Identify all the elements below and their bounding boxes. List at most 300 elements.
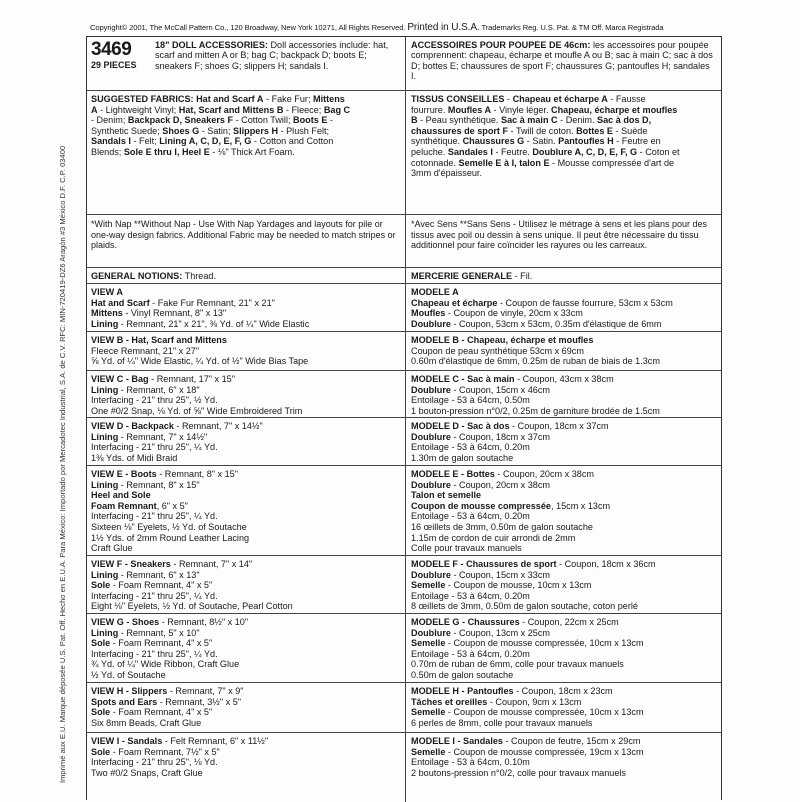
text-line	[411, 718, 717, 729]
text-segment: 0.60m d'élastique de 6mm, 0.25m de ruban de biais de 1.3cm	[411, 356, 660, 367]
text-segment: -	[504, 94, 513, 104]
text-segment: VIEW H - Slippers	[91, 686, 168, 696]
text-segment: VIEW B - Hat, Scarf and Mittens	[91, 335, 227, 345]
text-segment: Doublure	[411, 318, 451, 329]
text-segment: - Coupon, 15cm x 33cm	[450, 569, 550, 580]
view-b-row	[87, 331, 721, 371]
text-segment: - Coupon, 20cm x 38cm	[450, 479, 550, 490]
text-segment: Sole	[91, 580, 111, 591]
text-line	[91, 559, 401, 570]
view-e-en	[91, 469, 401, 554]
printed-in: Printed in U.S.A.	[407, 22, 480, 33]
notions-fr	[411, 271, 717, 282]
text-segment: - Feutre en	[613, 136, 661, 147]
pattern-description-en	[155, 40, 399, 71]
text-line	[411, 395, 717, 406]
text-segment: Synthetic Suede;	[91, 125, 163, 136]
text-line	[411, 617, 717, 628]
text-segment: Entoilage - 53 à 64cm, 0.10m	[411, 757, 530, 768]
text-segment: - Coupon, 20cm x 38cm	[494, 469, 594, 479]
text-segment: Pantoufles H	[558, 136, 614, 147]
text-line	[91, 406, 401, 417]
text-line	[91, 453, 401, 464]
view-b-en	[91, 335, 401, 367]
text-segment: Doublure	[411, 627, 451, 638]
text-segment: - Coupon de vinyle, 20cm x 33cm	[445, 308, 583, 319]
text-segment: TISSUS CONSEILLES	[411, 94, 505, 104]
text-segment: - Fake Fur;	[263, 94, 314, 104]
text-segment: Semelle	[411, 746, 446, 757]
view-c-row	[87, 370, 721, 418]
text-segment: - Foam Remnant, 4" x 5"	[110, 638, 213, 649]
view-g-fr	[411, 617, 717, 681]
pattern-title-en: 18" DOLL ACCESSORIES:	[155, 40, 268, 50]
text-segment: MODELE D - Sac à dos	[411, 421, 510, 431]
text-segment: - Suède	[613, 125, 648, 136]
text-line	[411, 406, 717, 417]
view-e-fr	[411, 469, 717, 554]
text-segment: chaussures de sport F	[411, 125, 509, 136]
text-line	[411, 570, 717, 581]
text-line	[411, 559, 717, 570]
text-line	[411, 697, 717, 708]
text-segment: Chapeau et écharpe	[411, 297, 498, 308]
text-segment: 3mm d'épaisseur.	[411, 168, 482, 179]
text-line	[91, 490, 401, 501]
text-segment: Sole	[91, 746, 111, 757]
text-segment: , 6" x 5"	[156, 500, 188, 511]
nap-en: *With Nap **Without Nap - Use With Nap Yardages and layouts for pile or one-way design fabrics. Additional Fabric may be needed to match stripes or plaids.	[91, 219, 396, 251]
view-a-en	[91, 287, 401, 329]
text-segment: Lining	[91, 318, 119, 329]
text-segment: - Vinyl Remnant, 8" x 13"	[122, 308, 227, 319]
text-segment: - Coupon de fausse fourrure, 53cm x 53cm	[497, 297, 673, 308]
text-line	[411, 319, 717, 330]
text-segment: - Foam Remnant, 4" x 5"	[110, 580, 213, 591]
notions-row	[87, 267, 721, 284]
text-line	[411, 147, 717, 158]
text-line	[411, 335, 717, 346]
text-line	[91, 469, 401, 480]
text-line	[91, 335, 401, 346]
text-line	[411, 469, 717, 480]
text-segment: Backpack D, Sneakers F	[127, 115, 234, 126]
text-segment: MODELE C - Sac à main	[411, 374, 515, 384]
text-line	[91, 686, 401, 697]
text-segment: Doublure	[411, 431, 451, 442]
view-i-row	[87, 732, 721, 802]
text-line	[91, 511, 401, 522]
text-segment: Semelle E à I, talon E	[458, 157, 550, 168]
text-segment: 16 œillets de 3mm, 0.50m de galon soutache	[411, 521, 593, 532]
view-c-fr	[411, 374, 717, 416]
text-segment: Chaussures G	[462, 136, 525, 147]
text-segment: Hat, Scarf and Mittens B	[178, 104, 284, 115]
text-line	[91, 747, 401, 758]
text-segment: MODELE E - Bottes	[411, 469, 495, 479]
text-segment: - Remnant, 6" x 18"	[118, 384, 200, 395]
view-b-fr	[411, 335, 717, 367]
nap-fr: *Avec Sens **Sans Sens - Utilisez le métrage à sens et les plans pour des tissus avec poil ou dessin à sens unique. Il peut être nécessaire du tissu additionnel pour faire coïncider les rayures ou les carreaux.	[411, 219, 707, 251]
text-line	[91, 442, 401, 453]
text-segment: Semelle	[411, 580, 446, 591]
text-line	[411, 707, 717, 718]
text-line	[411, 670, 717, 681]
text-segment: Lining	[91, 384, 119, 395]
text-segment: - Coton et	[637, 146, 680, 157]
text-segment: Mittens	[91, 308, 123, 319]
text-line	[91, 147, 401, 158]
text-segment: fourrure.	[411, 104, 448, 115]
text-segment: - Fake Fur Remnant, 21" x 21"	[149, 297, 275, 308]
text-segment: - Remnant, 8" x 15"	[118, 479, 200, 490]
text-line	[411, 533, 717, 544]
pattern-desc-en: Doll accessories include: hat, scarf and mitten A or B; bag C; backpack D; boots E; sneakers F; shoes G; slippers H; sandals I.	[155, 40, 389, 71]
text-segment: Interfacing - 21" thru 25", ⅛ Yd.	[91, 757, 218, 768]
text-segment: peluche.	[411, 146, 448, 157]
text-segment: 1 bouton-pression n°0/2, 0.25m de garniture brodée de 1.5cm	[411, 405, 660, 416]
text-line	[411, 385, 717, 396]
view-f-row	[87, 555, 721, 614]
text-segment: - Feutre.	[492, 146, 533, 157]
text-line	[411, 628, 717, 639]
side-legal-text: Imprimé aux E.U. Marque déposée U.S. Pat. Off. Hecho en E.U.A. Para México: Importado por Mercadotec Industrial, S.A. de C.V. RFC: MIN-720419-DZ6 Aragón #3 México D.F. C.P. 03400	[58, 145, 67, 783]
view-g-row	[87, 613, 721, 683]
text-segment: - Peau synthétique.	[417, 115, 501, 126]
text-segment: Spots and Ears	[91, 696, 158, 707]
text-line	[91, 374, 401, 385]
view-f-en	[91, 559, 401, 612]
text-line	[91, 432, 401, 443]
text-segment: Interfacing - 21" thru 25", ¼ Yd.	[91, 648, 218, 659]
text-line	[91, 617, 401, 628]
fabrics-en	[91, 94, 401, 158]
text-segment: 0.50m de galon soutache	[411, 669, 514, 680]
text-line	[411, 757, 717, 768]
text-line	[91, 768, 401, 779]
text-segment: - Coupon, 43cm x 38cm	[514, 374, 614, 384]
text-line	[411, 747, 717, 758]
text-line	[411, 168, 717, 179]
text-segment: - Coupon, 18cm x 36cm	[556, 559, 656, 569]
text-segment: VIEW I - Sandals	[91, 736, 163, 746]
text-segment: -	[327, 115, 333, 126]
text-segment: MODELE I - Sandales	[411, 736, 503, 746]
text-segment: VIEW E - Boots	[91, 469, 157, 479]
fabrics-fr	[411, 94, 717, 179]
text-segment: Bottes E	[576, 125, 613, 136]
text-line	[411, 287, 717, 298]
text-segment: Interfacing - 21" thru 25", ¼ Yd.	[91, 511, 218, 522]
text-segment: Lining	[91, 627, 119, 638]
text-segment: - Foam Remnant, 7½" x 5"	[110, 746, 220, 757]
text-line	[91, 319, 401, 330]
text-line	[91, 533, 401, 544]
text-segment: Lining A, C, D, E, F, G	[159, 136, 252, 147]
text-segment: Entoilage - 53 à 64cm, 0.20m	[411, 511, 530, 522]
text-segment: Six 8mm Beads, Craft Glue	[91, 717, 202, 728]
text-segment: Sole	[91, 707, 111, 718]
notions-en	[91, 271, 401, 282]
view-a-fr	[411, 287, 717, 329]
text-segment: Doublure	[411, 384, 451, 395]
text-segment: Coupon de peau synthétique 53cm x 69cm	[411, 345, 584, 356]
text-line	[411, 638, 717, 649]
text-segment: - Coupon de mousse, 10cm x 13cm	[445, 580, 592, 591]
text-segment: - Fausse	[607, 94, 646, 104]
text-segment: B	[411, 115, 418, 126]
text-segment: Moufles A	[447, 104, 492, 115]
text-segment: SUGGESTED FABRICS: Hat and Scarf A	[91, 94, 264, 104]
pattern-title-fr: ACCESSOIRES POUR POUPEE DE 46cm:	[411, 40, 591, 50]
text-line	[91, 395, 401, 406]
text-segment: Slippers H	[233, 125, 279, 136]
text-segment: VIEW G - Shoes	[91, 617, 160, 627]
text-segment: Heel and Sole	[91, 490, 151, 501]
text-segment: synthétique.	[411, 136, 463, 147]
text-segment: - Remnant, 21" x 21", ⅜ Yd. of ¼" Wide Elastic	[118, 318, 310, 329]
text-segment: - Remnant, 6" x 13"	[118, 569, 200, 580]
text-segment: Moufles	[411, 308, 446, 319]
text-segment: Sixteen ⅛" Eyelets, ½ Yd. of Soutache	[91, 521, 247, 532]
text-segment: One #0/2 Snap, ⅛ Yd. of ⅝" Wide Embroidered Trim	[91, 405, 303, 416]
text-line	[91, 94, 401, 105]
text-segment: MODELE F - Chaussures de sport	[411, 559, 557, 569]
text-line	[411, 105, 717, 116]
text-segment: MODELE G - Chaussures	[411, 617, 520, 627]
text-line	[91, 105, 401, 116]
text-segment: Foam Remnant	[91, 500, 157, 511]
text-segment: Interfacing - 21" thru 25", ¼ Yd.	[91, 442, 218, 453]
pattern-number: 3469	[91, 39, 132, 60]
text-segment: Boots E	[293, 115, 328, 126]
text-segment: VIEW F - Sneakers	[91, 559, 171, 569]
view-i-fr	[411, 736, 717, 778]
text-segment: - Mousse compressée d'art de	[549, 157, 675, 168]
text-segment: - Twill de coton.	[508, 125, 577, 136]
text-segment: Eight ⅛" Eyelets, ½ Yd. of Soutache, Pearl Cotton	[91, 601, 293, 612]
text-segment: Sole E thru I, Heel E	[123, 146, 210, 157]
text-segment: 2 boutons-pression n°0/2, colle pour travaux manuels	[411, 767, 626, 778]
text-segment: Sandales I	[447, 146, 493, 157]
text-line	[411, 591, 717, 602]
text-line	[91, 501, 401, 512]
text-segment: Lining	[91, 431, 119, 442]
text-segment: MODELE A	[411, 287, 459, 297]
text-segment: Interfacing - 21" thru 25", ½ Yd.	[91, 395, 218, 406]
notions-value-en: Thread.	[184, 271, 216, 281]
text-segment: - Remnant, 7" x 9"	[167, 686, 244, 696]
view-i-en	[91, 736, 401, 778]
text-line	[91, 570, 401, 581]
text-segment: - Foam Remnant, 4" x 5"	[110, 707, 213, 718]
text-line	[411, 158, 717, 169]
text-line	[91, 659, 401, 670]
text-line	[91, 522, 401, 533]
text-segment: - Coupon, 15cm x 46cm	[450, 384, 550, 395]
text-segment: Doublure	[411, 569, 451, 580]
copyright-text: Copyright© 2001, The McCall Pattern Co., 120 Broadway, New York 10271, All Rights Reserved.	[90, 23, 406, 32]
text-segment: ¾ Yd. of ¼" Wide Ribbon, Craft Glue	[91, 659, 240, 670]
text-segment: Sandals I	[91, 136, 131, 147]
text-segment: Sac à dos D,	[597, 115, 652, 126]
text-segment: - Denim.	[557, 115, 598, 126]
view-g-en	[91, 617, 401, 681]
text-line	[411, 308, 717, 319]
text-line	[91, 287, 401, 298]
text-segment: - Coupon de mousse compressée, 19cm x 13cm	[445, 746, 644, 757]
text-segment: - Felt;	[130, 136, 160, 147]
text-line	[91, 601, 401, 612]
text-line	[411, 374, 717, 385]
text-segment: MODELE H - Pantoufles	[411, 686, 514, 696]
text-segment: - Plush Felt;	[278, 125, 330, 136]
text-line	[411, 356, 717, 367]
text-segment: - Coupon, 18cm x 37cm	[450, 431, 550, 442]
text-segment: Shoes G	[162, 125, 200, 136]
text-segment: - Coupon de feutre, 15cm x 29cm	[502, 736, 641, 746]
text-segment: - Denim;	[91, 115, 128, 126]
text-segment: - Satin.	[524, 136, 559, 147]
text-line	[91, 649, 401, 660]
text-segment: - Coupon, 13cm x 25cm	[450, 627, 550, 638]
notions-label-en: GENERAL NOTIONS:	[91, 271, 183, 281]
text-segment: - Remnant, 3½" x 5"	[157, 696, 241, 707]
notions-label-fr: MERCERIE GENERALE	[411, 271, 513, 281]
fabrics-row	[87, 90, 721, 215]
view-c-en	[91, 374, 401, 416]
text-segment: Sole	[91, 638, 111, 649]
copyright-line	[90, 22, 790, 33]
text-segment: VIEW D - Backpack	[91, 421, 174, 431]
text-segment: Entoilage - 53 à 64cm, 0.20m	[411, 648, 530, 659]
text-line	[91, 638, 401, 649]
text-segment: - Remnant, 7" x 14½"	[173, 421, 263, 431]
text-line	[411, 736, 717, 747]
text-segment: Chapeau, écharpe et moufles	[551, 104, 678, 115]
text-line	[91, 346, 401, 357]
text-segment: - Remnant, 8" x 15"	[156, 469, 238, 479]
text-line	[91, 718, 401, 729]
text-segment: cotonnade.	[411, 157, 459, 168]
text-line	[91, 628, 401, 639]
pattern-pieces: 29 PIECES	[91, 60, 137, 70]
text-segment: VIEW C - Bag	[91, 374, 149, 384]
text-segment: 1½ Yds. of 2mm Round Leather Lacing	[91, 532, 250, 543]
text-segment: Talon et semelle	[411, 490, 482, 501]
text-line	[91, 136, 401, 147]
text-line	[91, 356, 401, 367]
text-segment: - Coupon, 22cm x 25cm	[519, 617, 619, 627]
text-line	[411, 501, 717, 512]
text-segment: - Lightweight Vinyl;	[97, 104, 179, 115]
view-h-fr	[411, 686, 717, 728]
text-line	[91, 480, 401, 491]
text-line	[91, 580, 401, 591]
text-line	[411, 601, 717, 612]
text-segment: Doublure A, C, D, E, F, G	[532, 146, 638, 157]
pattern-desc-fr: les accessoires pour poupée comprennent: chapeau, écharpe et moufle A ou B; sac à main C; sac à dos D; bottes E; chaussures de sport F; chaussures G; pantoufles H; sandales I.	[411, 40, 713, 82]
text-line	[411, 94, 717, 105]
text-segment: - Remnant, 7" x 14"	[170, 559, 253, 569]
text-line	[411, 580, 717, 591]
text-line	[411, 511, 717, 522]
text-segment: Coupon de mousse compressée	[411, 500, 551, 511]
text-segment: Mittens	[313, 94, 345, 104]
text-line	[411, 768, 717, 779]
nap-row	[87, 214, 721, 268]
text-line	[91, 697, 401, 708]
text-segment: 1.15m de cordon de cuir arrondi de 2mm	[411, 532, 576, 543]
text-line	[411, 442, 717, 453]
text-segment: 1.30m de galon soutache	[411, 452, 514, 463]
text-segment: 0.70m de ruban de 6mm, colle pour travaux manuels	[411, 659, 624, 670]
text-segment: Lining	[91, 569, 119, 580]
text-segment: Craft Glue	[91, 543, 133, 554]
text-segment: - Remnant, 8½" x 10"	[159, 617, 249, 627]
notions-value-fr: - Fil.	[514, 271, 533, 281]
text-line	[411, 686, 717, 697]
text-line	[91, 126, 401, 137]
text-segment: Semelle	[411, 638, 446, 649]
text-segment: Two #0/2 Snaps, Craft Glue	[91, 767, 203, 778]
text-segment: MODELE B - Chapeau, écharpe et moufles	[411, 335, 594, 345]
view-h-row	[87, 682, 721, 733]
text-segment: , 15cm x 13cm	[550, 500, 611, 511]
text-line	[91, 385, 401, 396]
text-segment: - Coupon, 9cm x 13cm	[487, 696, 582, 707]
view-h-en	[91, 686, 401, 728]
text-line	[411, 126, 717, 137]
text-segment: Sac à main C	[501, 115, 558, 126]
text-line	[411, 649, 717, 660]
text-segment: - Coupon, 18cm x 37cm	[509, 421, 609, 431]
view-a-row	[87, 283, 721, 332]
text-segment: A	[91, 104, 98, 115]
text-segment: Lining	[91, 479, 119, 490]
text-segment: - Cotton Twill;	[233, 115, 294, 126]
text-line	[411, 659, 717, 670]
text-line	[91, 115, 401, 126]
text-segment: - Coupon, 18cm x 23cm	[513, 686, 613, 696]
text-line	[411, 453, 717, 464]
pattern-description-fr	[411, 40, 717, 82]
text-line	[91, 591, 401, 602]
text-segment: - ⅛" Thick Art Foam.	[209, 146, 295, 157]
text-line	[411, 490, 717, 501]
text-segment: - Cotton and Cotton	[251, 136, 334, 147]
text-line	[91, 736, 401, 747]
text-segment: Interfacing - 21" thru 25", ¼ Yd.	[91, 590, 218, 601]
pattern-header-row	[87, 37, 721, 90]
text-line	[91, 757, 401, 768]
text-segment: Entoilage - 53 à 64cm, 0.20m	[411, 590, 530, 601]
view-f-fr	[411, 559, 717, 612]
text-segment: 8 œillets de 3mm, 0.50m de galon soutache, coton perlé	[411, 601, 638, 612]
text-segment: VIEW A	[91, 287, 123, 297]
pattern-instruction-sheet	[86, 36, 722, 800]
text-segment: 1⅜ Yds. of Midi Braid	[91, 452, 178, 463]
text-line	[411, 543, 717, 554]
text-segment: ⅝ Yd. of ¼" Wide Elastic, ¼ Yd. of ½" Wide Bias Tape	[91, 356, 309, 367]
text-line	[411, 346, 717, 357]
text-segment: Blends;	[91, 146, 124, 157]
text-segment: - Vinyle léger.	[491, 104, 552, 115]
text-segment: Entoilage - 53 à 64cm, 0.50m	[411, 395, 530, 406]
text-segment: ½ Yd. of Soutache	[91, 669, 166, 680]
text-segment: - Coupon, 53cm x 53cm, 0.35m d'élastique de 6mm	[450, 318, 662, 329]
text-line	[91, 308, 401, 319]
